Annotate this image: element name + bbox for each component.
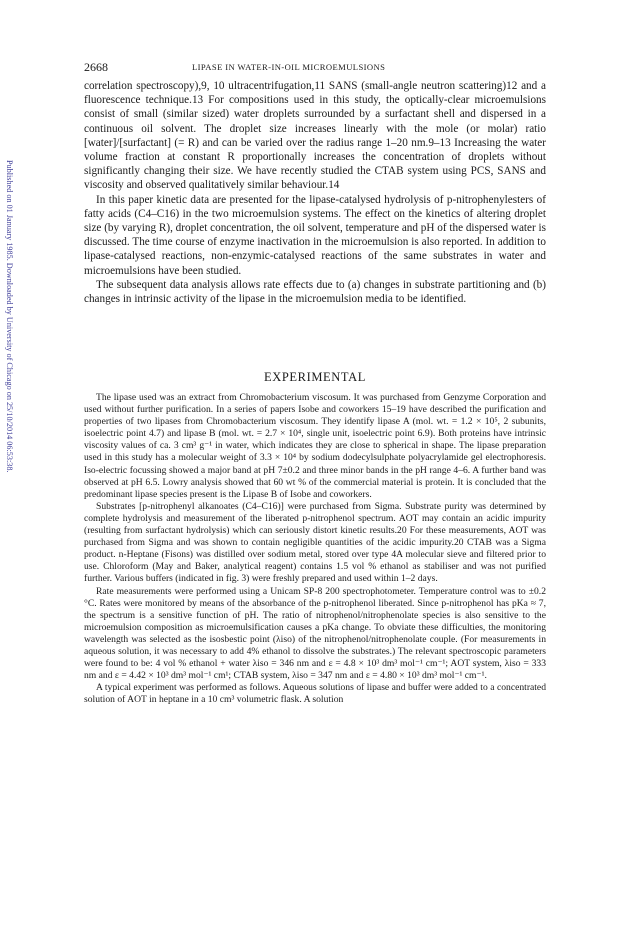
experimental-text: [84, 392, 546, 706]
section-heading-experimental: EXPERIMENTAL: [263, 370, 367, 384]
intro-paragraph-2: In this paper kinetic data are presented for the lipase-catalysed hydrolysis of p-nitrophenylesters of fatty acids (C4–C16) in the two microemulsion systems. The effect on the kinetics of altering droplet size (by varying R), droplet concentration, the oil solvent, temperature and pH of the dispersed water is discussed. The time course of enzyme inactivation in the microemulsion is also reported. In addition to lipase-catalysed reactions, non-enzymic-catalysed reactions of the same substrates in water and microemulsions have been studied.: [84, 193, 546, 277]
intro-paragraph-3: The subsequent data analysis allows rate effects due to (a) changes in substrate partitioning and (b) changes in intrinsic activity of the lipase in the microemulsion media to be identified.: [84, 278, 546, 306]
running-title: LIPASE IN WATER-IN-OIL MICROEMULSIONS: [192, 62, 386, 72]
page-header: [84, 60, 546, 76]
page-number: 2668: [84, 60, 108, 74]
download-watermark: [2, 160, 16, 610]
experimental-paragraph-1: The lipase used was an extract from Chromobacterium viscosum. It was purchased from Genzyme Corporation and used without further purification. In a series of papers Isobe and coworkers 15–19 have described the purification and properties of two lipases from Chromobacterium viscosum. They identify lipase A (mol. wt. = 1.2 × 10⁵, 2 subunits, isoelectric point 4.7) and lipase B (mol. wt. = 2.7 × 10⁴, single unit, isoelectric point 6.9). Both proteins have intrinsic viscosity values of ca. 3 cm³ g⁻¹ in water, which indicates they are close to spherical in shape. The lipase preparation used in this study has a molecular weight of 3.3 × 10⁴ by sodium dodecylsulphate polyacrylamide gel electrophoresis. Iso-electric focussing showed a major band at pH 7±0.2 and three minor bands in the pH range 4–6. A further band was observed at pH 6.5. Lowry analysis showed that 60 wt % of the commercial material is protein. It is concluded that the predominant lipase species present is the Lipase B of Isobe and coworkers.: [84, 392, 546, 500]
experimental-paragraph-4: A typical experiment was performed as follows. Aqueous solutions of lipase and buffer were added to a concentrated solution of AOT in heptane in a 10 cm³ volumetric flask. A solution: [84, 682, 546, 706]
intro-paragraph-1: correlation spectroscopy),9, 10 ultracentrifugation,11 SANS (small-angle neutron scattering)12 and a fluorescence technique.13 For compositions used in this study, the optically-clear microemulsions consist of small (similar sized) water droplets surrounded by a surfactant shell and dispersed in a continuous oil solvent. The droplet size increases linearly with the mole (or molar) ratio [water]/[surfactant] (= R) and can be varied over the radius range 1–20 nm.9–13 Increasing the water volume fraction at constant R proportionally increases the concentration of droplets without significantly changing their size. We have recently studied the CTAB system using PCS, SANS and viscosity and observed qualitatively similar behaviour.14: [84, 80, 546, 192]
experimental-paragraph-2: Substrates [p-nitrophenyl alkanoates (C4–C16)] were purchased from Sigma. Substrate purity was determined by complete hydrolysis and measurement of the liberated p-nitrophenol spectrum. AOT may contain an acidic impurity (resulting from surfactant hydrolysis) which can seriously distort kinetic results.20 For these measurements, AOT was purchased from Sigma and was shown to contain negligible quantities of the acidic impurity.20 CTAB was a Sigma product. n-Heptane (Fisons) was distilled over sodium metal, stored over type 4A molecular sieve and filtered prior to use. Chloroform (May and Baker, analytical reagent) contains 1.5 vol % ethanol as stabiliser and was not purified further. Various buffers (indicated in fig. 3) were freshly prepared and used within 1–2 days.: [84, 500, 546, 585]
download-watermark-text: Published on 01 January 1985. Downloaded by University of Chicago on 25/10/2014 06:53:38.: [5, 160, 14, 473]
introduction-text: [84, 79, 546, 306]
experimental-paragraph-3: Rate measurements were performed using a Unicam SP-8 200 spectrophotometer. Temperature control was to ±0.2 °C. Rates were monitored by means of the absorbance of the p-nitrophenol liberated. Since p-nitrophenol has pKa ≈ 7, the spectrum is a sensitive function of pH. The ratio of nitrophenol/nitrophenolate species is also sensitive to the microemulsion composition as microemulsification causes a pKa change. To obviate these difficulties, the monitoring wavelength was selected as the isosbestic point (λiso) of the nitrophenol/nitrophenolate couple. (For measurements in aqueous solution, it was necessary to add 4% ethanol to dissolve the substrates.) The relevant spectroscopic parameters were found to be: 4 vol % ethanol + water λiso = 346 nm and ε = 4.8 × 10³ dm³ mol⁻¹ cm⁻¹; AOT system, λiso = 333 nm and ε = 4.42 × 10³ dm³ mol⁻¹ cm¹; CTAB system, λiso = 347 nm and ε = 4.80 × 10³ dm³ mol⁻¹ cm⁻¹.: [84, 585, 546, 682]
